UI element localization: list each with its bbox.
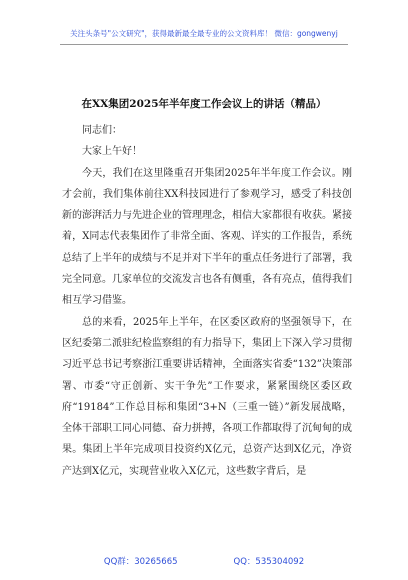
body-paragraph: 总的来看，2025年上半年，在区委区政府的坚强领导下，在区纪委第二派驻纪检监察组的有力指导下，集团上下深入学习贯彻习近平总书记考察浙江重要讲话精神，全面落实省委“132”决策部署、市委“守正创新、实干争先”工作要求，紧紧围绕区委区政府“19184”工作总目标和集团“3+N（三重一链）”新发展战略，全体干部职工同心同德、奋力拼搏，各项工作都取得了沉甸甸的成果。集团上半年完成项目投资约X亿元，总资产达到X亿元，净资产达到X亿元，实现营业收入X亿元，这些数字背后，是 [62,316,352,477]
salutation: 同志们： [82,125,122,136]
footer-qq-group: QQ群：30265665 [103,557,178,567]
footer-qq: QQ：535304092 [233,557,305,567]
document-body [62,116,352,482]
header-divider [60,44,348,45]
greeting: 大家上午好！ [82,146,142,158]
body-paragraph: 今天，我们在这里隆重召开集团2025年半年度工作会议。刚才会前，我们集体前往XX科技园进行了参观学习，感受了科技创新的澎湃活力与先进企业的管理理念，相信大家都很有收获。紧接着，X同志代表集团作了非常全面、客观、详实的工作报告，系统总结了上半年的成绩与不足并对下半年的重点任务进行了部署，我完全同意。几家单位的交流发言也各有侧重，各有亮点，值得我们相互学习借鉴。 [62,167,352,307]
header-note: 关注头条号"公文研究"，获得最新最全最专业的公文资料库！ 微信：gongwenyj [70,29,338,38]
document-title: 在XX集团2025年半年度工作会议上的讲话（精品） [81,98,327,110]
footer-contact [0,555,408,567]
